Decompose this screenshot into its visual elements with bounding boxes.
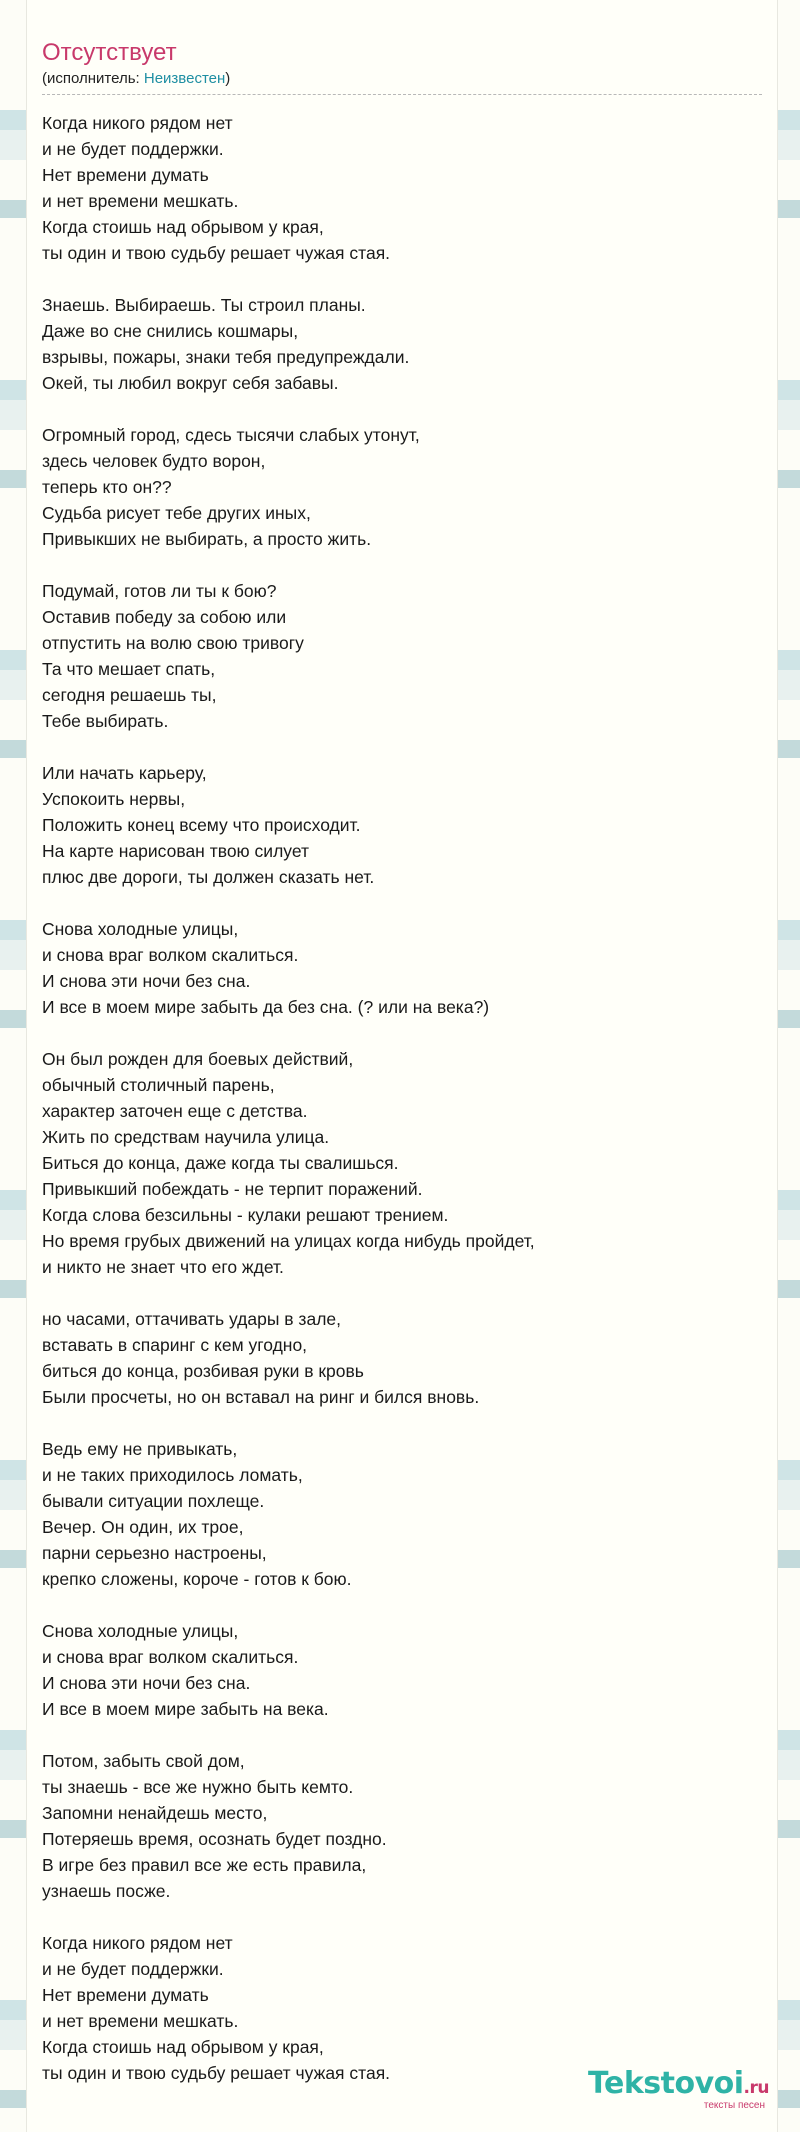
lyrics-line: Знаешь. Выбираешь. Ты строил планы. xyxy=(42,295,366,315)
logo-name: Tekstovoi xyxy=(588,2066,744,2101)
lyrics-line: Когда никого рядом нет xyxy=(42,1933,233,1953)
lyrics-line: Привыкший побеждать - не терпит поражений. xyxy=(42,1179,423,1199)
lyrics-line: Та что мешает спать, xyxy=(42,659,216,679)
artist-link[interactable]: Неизвестен xyxy=(143,70,226,87)
lyrics-line: Даже во сне снились кошмары, xyxy=(42,321,299,341)
lyrics-line: и снова враг волком скалиться. xyxy=(42,1647,299,1667)
lyrics-line: Были просчеты, но он вставал на ринг и бился вновь. xyxy=(42,1387,480,1407)
lyrics-line: Когда стоишь над обрывом у края, xyxy=(42,2037,324,2057)
lyrics-stanza xyxy=(42,1748,762,1904)
lyrics-stanza xyxy=(42,292,762,396)
lyrics-line: Потеряешь время, осознать будет поздно. xyxy=(42,1829,387,1849)
lyrics-line: Он был рожден для боевых действий, xyxy=(42,1049,354,1069)
lyrics-line: Тебе выбирать. xyxy=(42,711,169,731)
lyrics-stanza xyxy=(42,422,762,552)
lyrics-stanza xyxy=(42,110,762,266)
lyrics-line: Но время грубых движений на улицах когда нибудь пройдет, xyxy=(42,1231,535,1251)
lyrics-line: обычный столичный парень, xyxy=(42,1075,275,1095)
lyrics-line: На карте нарисован твою силует xyxy=(42,841,310,861)
lyrics-line: ты один и твою судьбу решает чужая стая. xyxy=(42,2063,391,2083)
lyrics-line: и никто не знает что его ждет. xyxy=(42,1257,284,1277)
lyrics-line: здесь человек будто ворон, xyxy=(42,451,266,471)
lyrics-stanza xyxy=(42,760,762,890)
lyrics-line: сегодня решаешь ты, xyxy=(42,685,217,705)
lyrics-line: бывали ситуации похлеще. xyxy=(42,1491,265,1511)
lyrics-line: Судьба рисует тебе других иных, xyxy=(42,503,311,523)
song-header xyxy=(42,38,762,95)
artist-suffix: ) xyxy=(225,70,231,87)
lyrics-line: отпустить на волю свою тривогу xyxy=(42,633,304,653)
lyrics-line: ты знаешь - все же нужно быть кемто. xyxy=(42,1777,354,1797)
lyrics-line: Вечер. Он один, их трое, xyxy=(42,1517,244,1537)
lyrics-line: В игре без правил все же есть правила, xyxy=(42,1855,367,1875)
lyrics-line: и снова враг волком скалиться. xyxy=(42,945,299,965)
lyrics-stanza xyxy=(42,1618,762,1722)
lyrics-line: и не будет поддержки. xyxy=(42,1959,224,1979)
lyrics-line: Когда слова безсильны - кулаки решают трением. xyxy=(42,1205,449,1225)
lyrics-line: Или начать карьеру, xyxy=(42,763,207,783)
lyrics-line: и нет времени мешкать. xyxy=(42,2011,239,2031)
lyrics-line: ты один и твою судьбу решает чужая стая. xyxy=(42,243,391,263)
lyrics-line: Биться до конца, даже когда ты свалишься. xyxy=(42,1153,399,1173)
site-logo[interactable] xyxy=(559,2068,769,2111)
lyrics-line: И снова эти ночи без сна. xyxy=(42,1673,251,1693)
lyrics-line: парни серьезно настроены, xyxy=(42,1543,267,1563)
lyrics-line: Снова холодные улицы, xyxy=(42,1621,239,1641)
lyrics-stanza xyxy=(42,916,762,1020)
lyrics-stanza xyxy=(42,1930,762,2086)
artist-prefix: (исполнитель: xyxy=(42,70,144,87)
lyrics-line: И все в моем мире забыть да без сна. (? или на века?) xyxy=(42,997,490,1017)
lyrics-line: Положить конец всему что происходит. xyxy=(42,815,361,835)
lyrics-line: Огромный город, сдесь тысячи слабых утонут, xyxy=(42,425,420,445)
lyrics-line: и нет времени мешкать. xyxy=(42,191,239,211)
lyrics-stanza xyxy=(42,1306,762,1410)
lyrics-line: Оставив победу за собою или xyxy=(42,607,287,627)
lyrics-line: Нет времени думать xyxy=(42,165,209,185)
lyrics-line: крепко сложены, короче - готов к бою. xyxy=(42,1569,352,1589)
lyrics-line: Нет времени думать xyxy=(42,1985,209,2005)
artist-line xyxy=(42,69,762,95)
lyrics-line: Когда стоишь над обрывом у края, xyxy=(42,217,324,237)
lyrics-line: Запомни ненайдешь место, xyxy=(42,1803,268,1823)
lyrics-line: теперь кто он?? xyxy=(42,477,172,497)
lyrics-line: плюс две дороги, ты должен сказать нет. xyxy=(42,867,375,887)
lyrics-stanza xyxy=(42,1046,762,1280)
lyrics-line: Снова холодные улицы, xyxy=(42,919,239,939)
logo-tld: .ru xyxy=(743,2078,769,2098)
lyrics-line: и не таких приходилось ломать, xyxy=(42,1465,303,1485)
lyrics-line: вставать в спаринг с кем угодно, xyxy=(42,1335,308,1355)
lyrics-line: взрывы, пожары, знаки тебя предупреждали. xyxy=(42,347,410,367)
lyrics-line: Потом, забыть свой дом, xyxy=(42,1751,245,1771)
lyrics-line: Ведь ему не привыкать, xyxy=(42,1439,238,1459)
lyrics-line: узнаешь посже. xyxy=(42,1881,171,1901)
lyrics-line: Окей, ты любил вокруг себя забавы. xyxy=(42,373,339,393)
logo-wordmark xyxy=(559,2068,769,2104)
lyrics-line: но часами, оттачивать удары в зале, xyxy=(42,1309,341,1329)
lyrics-line: И все в моем мире забыть на века. xyxy=(42,1699,329,1719)
lyrics-stanza xyxy=(42,1436,762,1592)
logo-tagline: тексты песен xyxy=(703,2100,765,2111)
lyrics-line: Когда никого рядом нет xyxy=(42,113,233,133)
lyrics-line: и не будет поддержки. xyxy=(42,139,224,159)
song-title: Отсутствует xyxy=(42,39,177,66)
lyrics-line: биться до конца, розбивая руки в кровь xyxy=(42,1361,364,1381)
lyrics-line: Успокоить нервы, xyxy=(42,789,186,809)
lyrics-line: характер заточен еще с детства. xyxy=(42,1101,308,1121)
lyrics-body xyxy=(42,110,762,2112)
lyrics-line: И снова эти ночи без сна. xyxy=(42,971,251,991)
lyrics-stanza xyxy=(42,578,762,734)
lyrics-line: Привыкших не выбирать, а просто жить. xyxy=(42,529,372,549)
lyrics-line: Жить по средствам научила улица. xyxy=(42,1127,330,1147)
lyrics-line: Подумай, готов ли ты к бою? xyxy=(42,581,277,601)
